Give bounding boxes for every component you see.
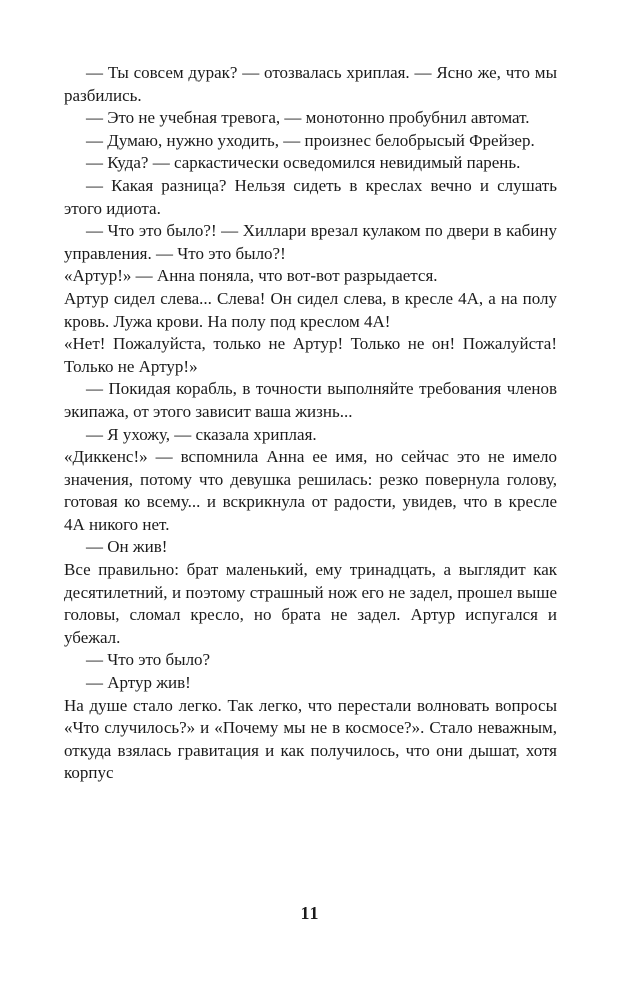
paragraph: — Артур жив!	[86, 673, 191, 693]
paragraph: — Ты совсем дурак? — отозвалась хриплая. — Ясно же, что мы разбились.	[64, 63, 557, 105]
paragraph: Все правильно: брат маленький, ему тринадцать, а выглядит как десятилетний, и поэтому страшный нож его не задел, прошел выше головы, сломал кресло, но брата не задел. Артур испугался и убежал.	[64, 560, 557, 647]
paragraph: — Я ухожу, — сказала хриплая.	[86, 424, 317, 444]
paragraph: — Куда? — саркастически осведомился невидимый парень.	[86, 153, 521, 173]
paragraph: — Что это было?! — Хиллари врезал кулаком по двери в кабину управления. — Что это было?!	[64, 221, 557, 263]
paragraph: — Он жив!	[86, 537, 168, 557]
page-number: 11	[300, 903, 320, 923]
paragraph: — Какая разница? Нельзя сидеть в креслах вечно и слушать этого идиота.	[64, 175, 557, 218]
paragraph: — Это не учебная тревога, — монотонно пробубнил автомат.	[86, 108, 530, 128]
paragraph: — Что это было?	[86, 650, 211, 670]
paragraph: На душе стало легко. Так легко, что перестали волновать вопросы «Что случилось?» и «Почему мы не в космосе?». Стало неважным, откуда взялась гравитация и как получилось, что они дышат, хотя корпус	[64, 695, 557, 783]
page-text	[64, 62, 557, 785]
paragraph: — Покидая корабль, в точности выполняйте требования членов экипажа, от этого зависит ваша жизнь...	[64, 379, 557, 421]
paragraph: «Диккенс!» — вспомнила Анна ее имя, но сейчас это не имело значения, потому что девушка решилась: резко повернула голову, готовая ко всему... и вскрикнула от радости, увидев, что в кресле 4А никого нет.	[64, 447, 557, 534]
paragraph: «Нет! Пожалуйста, только не Артур! Только не он! Пожалуйста! Только не Артур!»	[64, 334, 557, 376]
paragraph: — Думаю, нужно уходить, — произнес белобрысый Фрейзер.	[86, 130, 535, 150]
paragraph: Артур сидел слева... Слева! Он сидел слева, в кресле 4А, а на полу кровь. Лужа крови. На полу под креслом 4А!	[64, 288, 557, 331]
paragraph: «Артур!» — Анна поняла, что вот-вот разрыдается.	[64, 266, 438, 286]
